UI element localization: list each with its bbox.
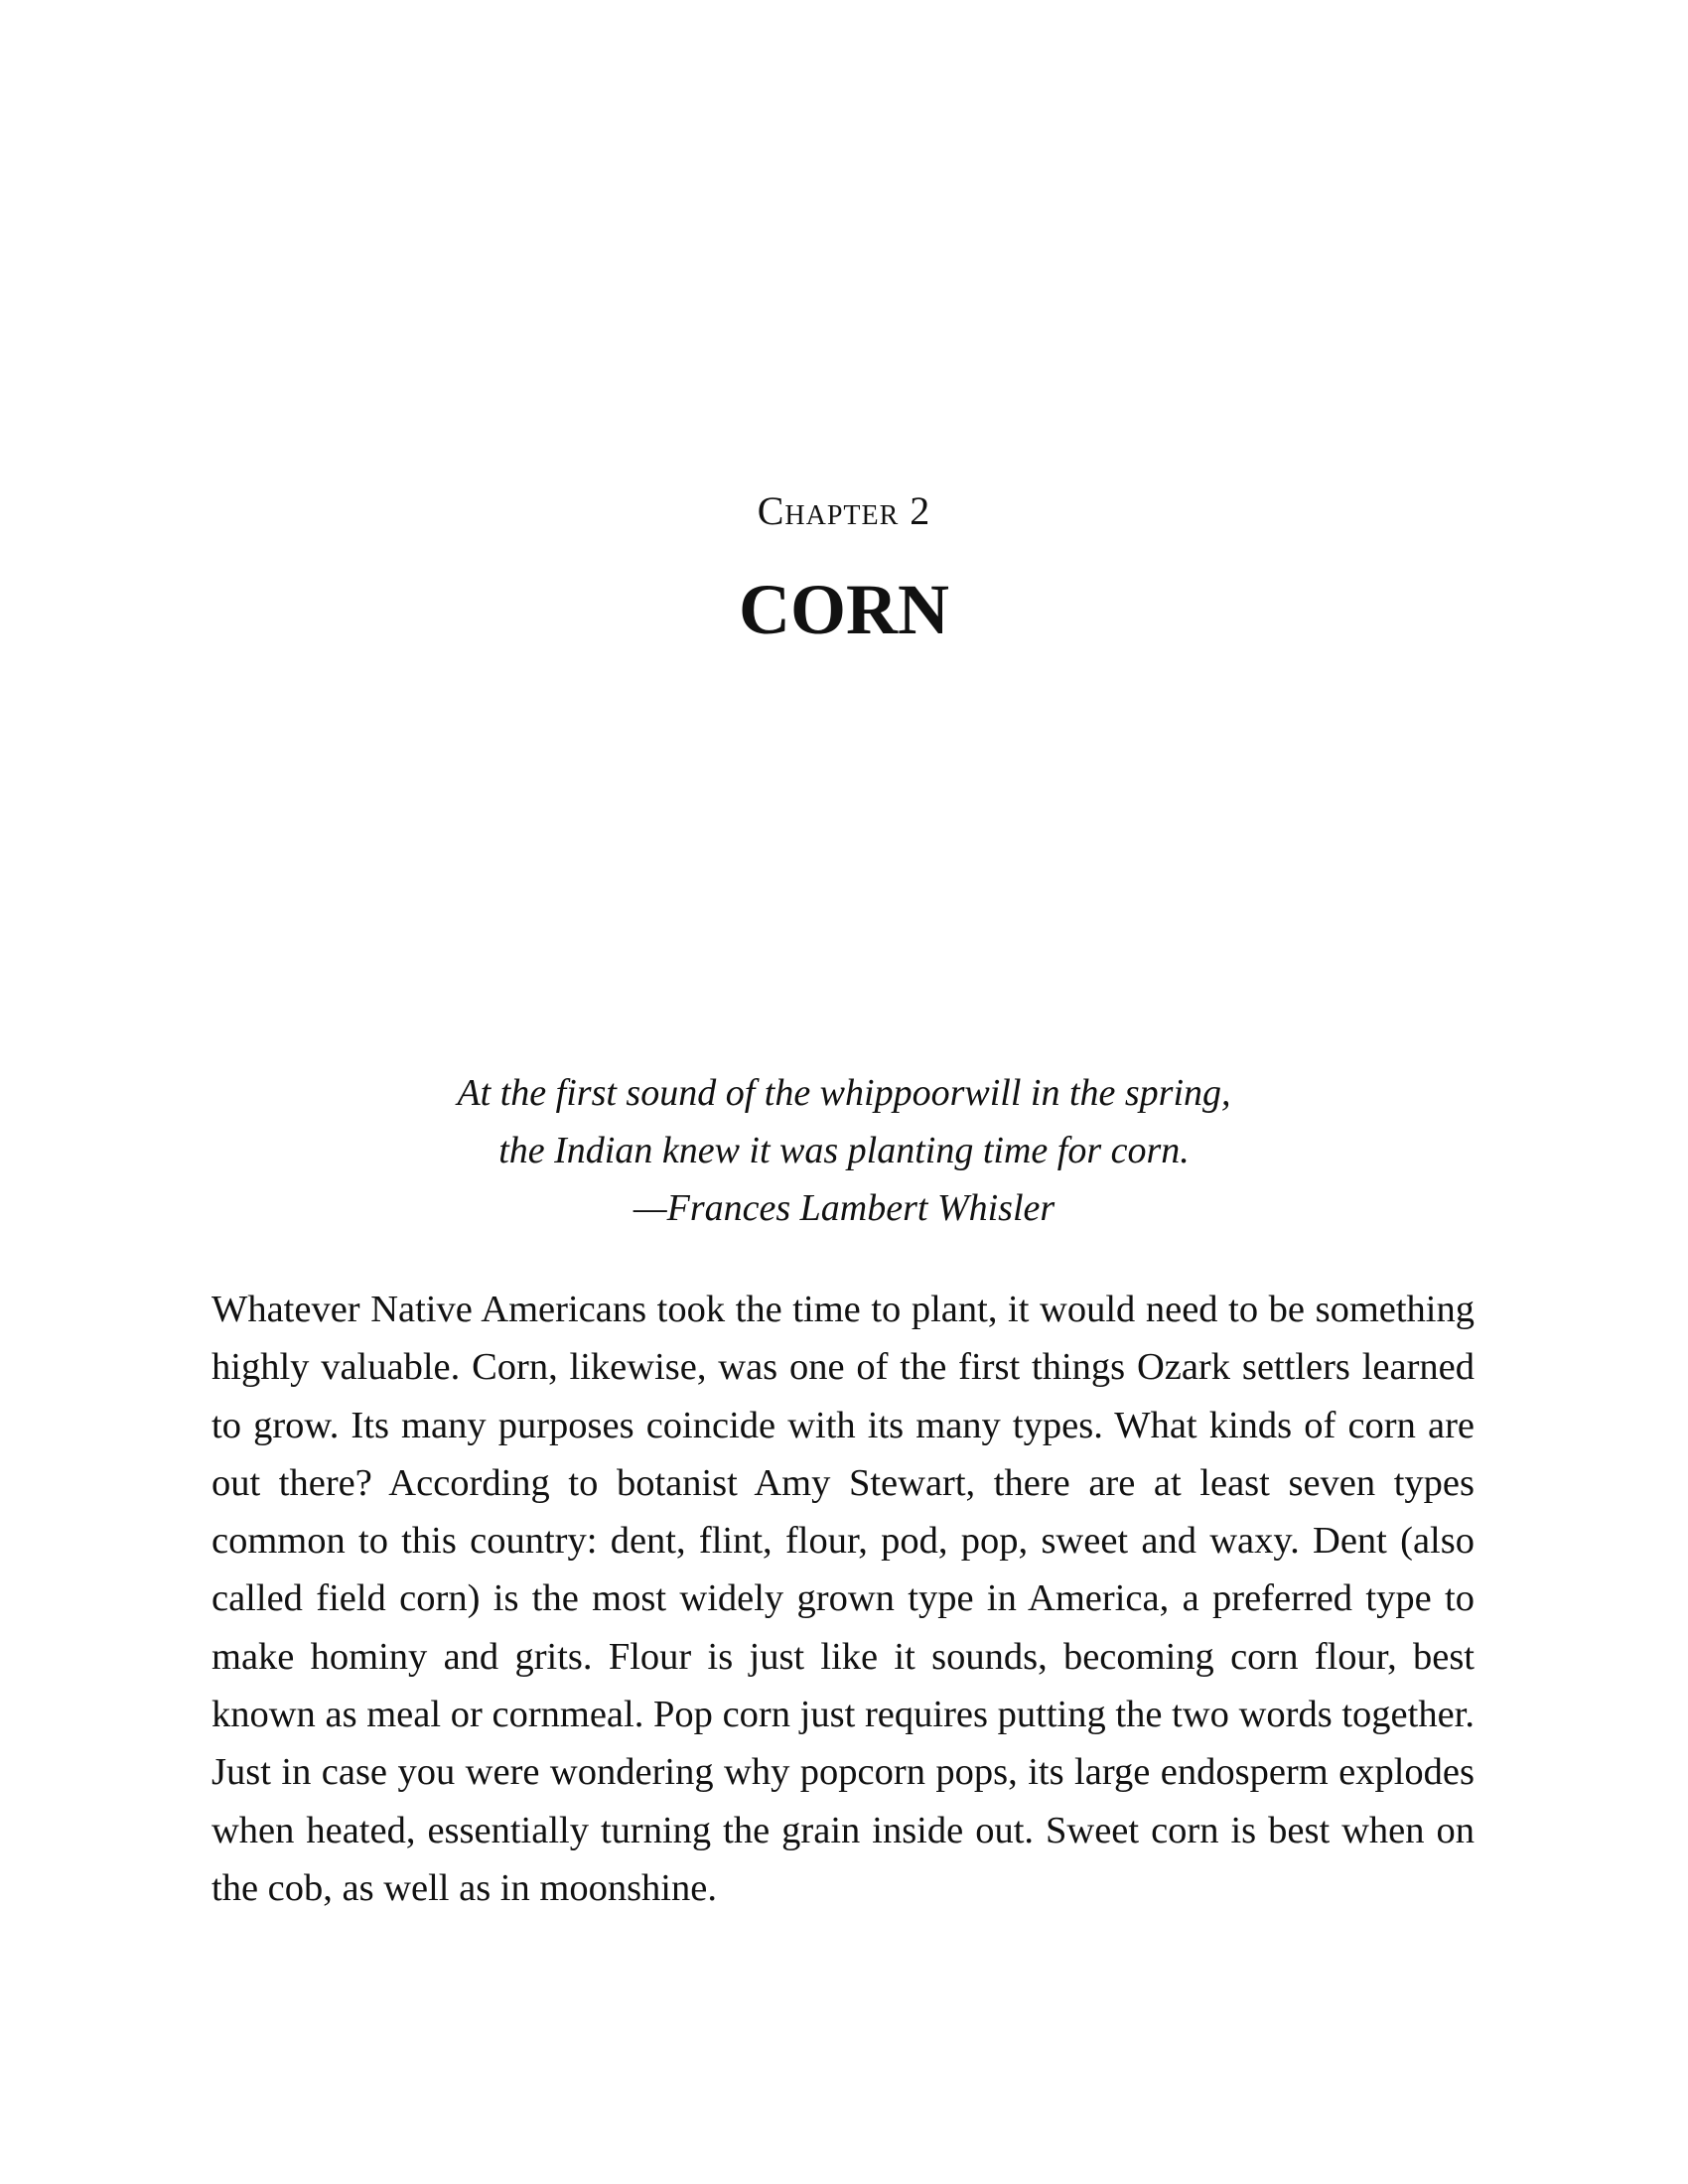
epigraph-line-2: the Indian knew it was planting time for corn. bbox=[498, 1130, 1190, 1171]
epigraph-attribution: —Frances Lambert Whisler bbox=[633, 1187, 1055, 1229]
body-paragraph: Whatever Native Americans took the time to plant, it would need to be something highly valuable. Corn, likewise, was one of the first things Ozark settlers learned to grow. Its many purposes coincide with its many types. What kinds of corn are out there? According to botanist Amy Stewart, there are at least seven types common to this country: dent, flint, flour, pod, pop, sweet and waxy. Dent (also called field corn) is the most widely grown type in America, a preferred type to make hominy and grits. Flour is just like it sounds, becoming corn flour, best known as meal or cornmeal. Pop corn just requires putting the two words together. Just in case you were wondering why popcorn pops, its large endosperm explodes when heated, essentially turning the grain inside out. Sweet corn is best when on the cob, as well as in moonshine. bbox=[211, 1289, 1475, 1909]
epigraph bbox=[0, 1064, 1688, 1237]
chapter-title: CORN bbox=[739, 570, 949, 649]
chapter-number: Chapter 2 bbox=[757, 488, 931, 533]
epigraph-line-1: At the first sound of the whippoorwill in the spring, bbox=[457, 1072, 1231, 1114]
